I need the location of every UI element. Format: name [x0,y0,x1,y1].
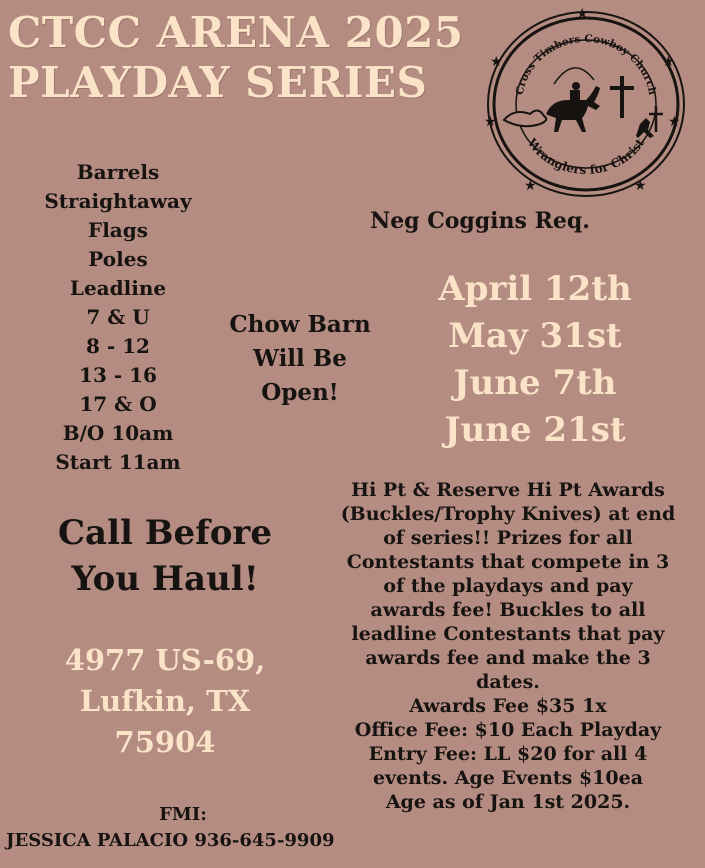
svg-text:★: ★ [634,178,647,194]
cross-icon [610,76,634,118]
date-item: June 21st [444,410,626,450]
details-line: Entry Fee: LL $20 for all 4 [368,743,648,765]
horse-rider-icon [546,68,600,132]
address-line: Lufkin, TX [79,684,251,718]
svg-text:★: ★ [524,178,537,194]
address-line: 4977 US-69, [64,643,266,677]
svg-text:★: ★ [576,6,589,22]
list-item: Flags [88,218,148,242]
list-item: Straightaway [44,189,192,213]
details-line: of series!! Prizes for all [383,527,633,549]
list-item: 7 & U [86,305,150,329]
cowboy-church-logo [484,6,688,202]
fmi-label: FMI: [159,804,207,825]
chow-line: Open! [261,379,339,406]
svg-text:Cross Timbers Cowboy Church [514,33,659,96]
events-list [20,158,216,477]
details-line: Hi Pt & Reserve Hi Pt Awards [351,479,665,501]
svg-text:★: ★ [484,114,497,130]
svg-text:Wranglers for Christ [524,135,647,177]
details-line: Office Fee: $10 Each Playday [354,719,662,741]
list-item: Barrels [76,160,160,184]
list-item: 17 & O [79,392,157,416]
details-line: events. Age Events $10ea [372,767,644,789]
list-item: Poles [88,247,148,271]
logo-top-text: Cross Timbers Cowboy Church [513,32,659,97]
call-before-you-haul [30,510,300,602]
details-line: leadline Contestants that pay [351,623,665,645]
details-line: Contestants that compete in 3 [346,551,670,573]
list-item: 13 - 16 [79,363,157,387]
chow-barn-note [212,308,388,410]
venue-address [20,640,310,763]
call-line: You Haul! [71,559,259,599]
details-line: dates. [476,671,540,693]
contact-info: JESSICA PALACIO 936-645-9909 [6,830,335,851]
list-item: 8 - 12 [86,334,150,358]
playday-dates [400,266,670,454]
hat-icon [504,110,546,126]
title-line: PLAYDAY SERIES [8,58,428,107]
awards-and-fees-details [312,478,704,814]
date-item: June 7th [453,363,617,403]
details-line: awards fee! Buckles to all [370,599,646,621]
svg-text:★: ★ [490,54,503,70]
title-line: CTCC ARENA 2025 [8,8,464,57]
logo-bottom-text: Wranglers for Christ [524,135,648,178]
date-item: April 12th [438,269,632,309]
details-line: of the playdays and pay [383,575,633,597]
details-line: Awards Fee $35 1x [409,695,607,717]
details-line: Age as of Jan 1st 2025. [385,791,631,813]
details-line: (Buckles/Trophy Knives) at end [340,503,676,525]
svg-text:★: ★ [662,54,675,70]
date-item: May 31st [448,316,622,356]
chow-line: Will Be [253,345,347,372]
list-item: Start 11am [55,450,181,474]
flyer-title [8,8,488,108]
list-item: Leadline [69,276,167,300]
svg-text:★: ★ [668,114,681,130]
details-line: awards fee and make the 3 [365,647,651,669]
call-line: Call Before [58,513,272,553]
address-line: 75904 [114,725,216,759]
neg-coggins-note: Neg Coggins Req. [370,208,590,234]
list-item: B/O 10am [62,421,174,445]
chow-line: Chow Barn [229,311,371,338]
